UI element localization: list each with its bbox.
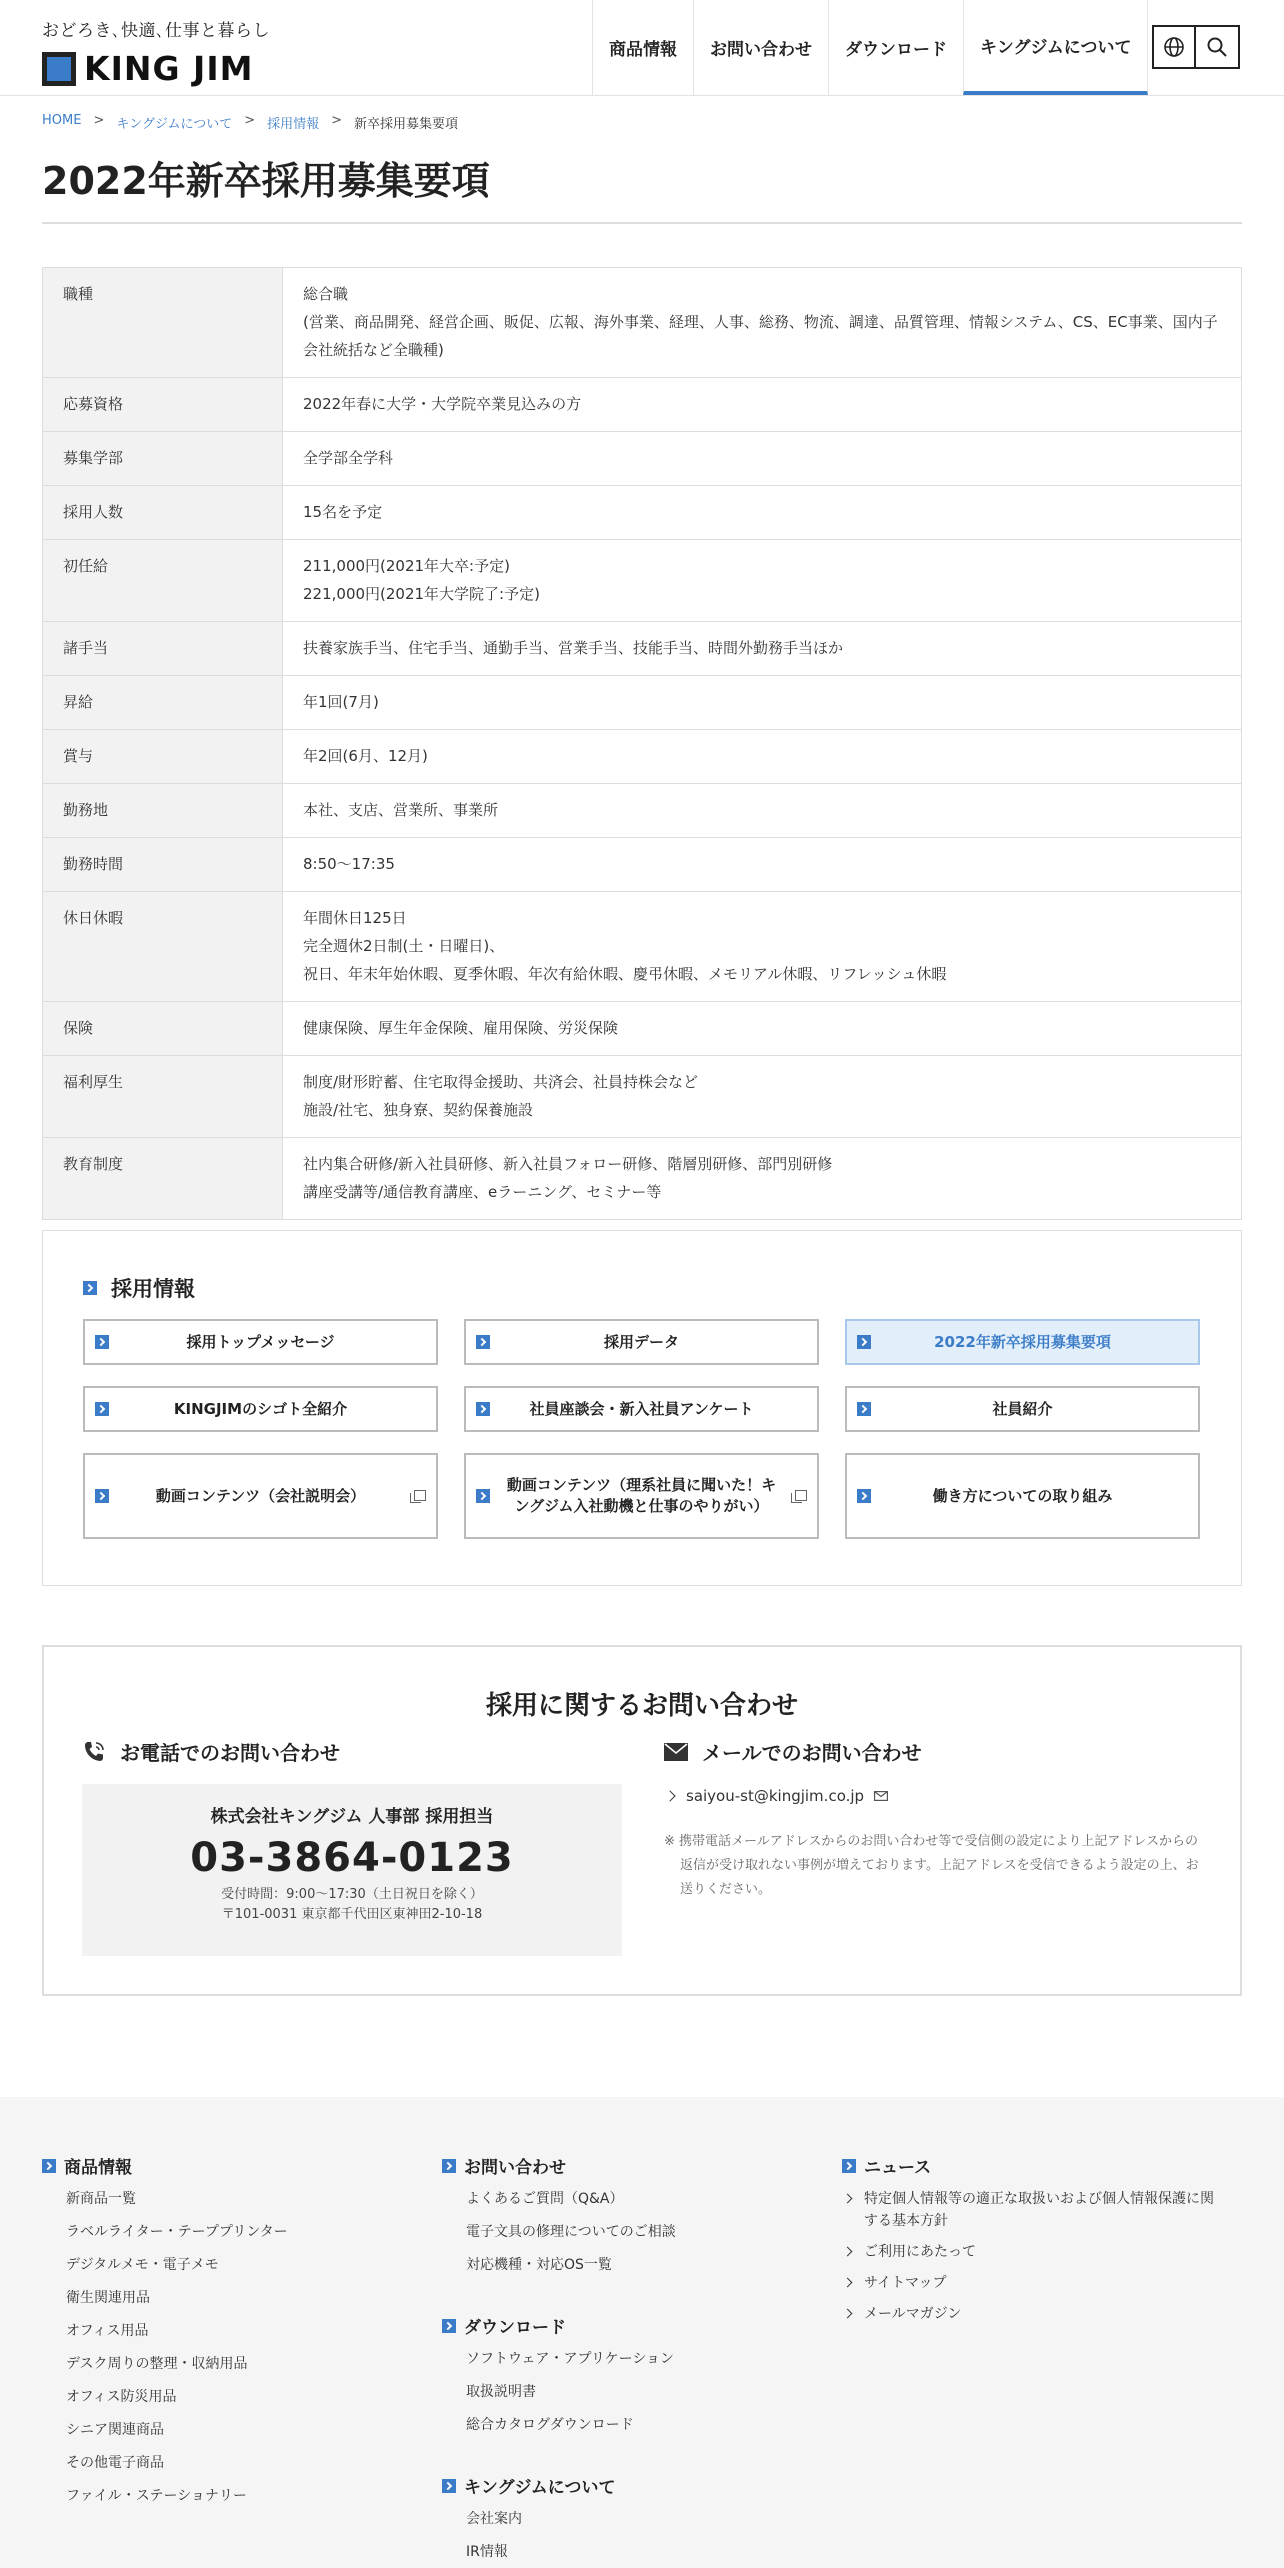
recruit-link-button[interactable] bbox=[83, 1386, 438, 1432]
chevron-square-icon bbox=[442, 2159, 456, 2173]
recruit-info-box bbox=[42, 1230, 1242, 1586]
recruit-link-button[interactable] bbox=[464, 1386, 819, 1432]
requirement-label: 保険 bbox=[43, 1002, 283, 1056]
recruit-link-label: 働き方についての取り組み bbox=[932, 1486, 1113, 1505]
contact-company: 株式会社キングジム 人事部 採用担当 bbox=[210, 1807, 494, 1827]
contact-address: 〒101-0031 東京都千代田区東神田2-10-18 bbox=[221, 1907, 483, 1922]
requirement-row bbox=[43, 784, 1242, 838]
email-link[interactable] bbox=[666, 1787, 888, 1805]
requirement-label: 勤務時間 bbox=[43, 838, 283, 892]
title-divider bbox=[42, 222, 1242, 224]
requirement-line: 健康保険、厚生年金保険、雇用保険、労災保険 bbox=[303, 1019, 619, 1037]
chevron-square-icon bbox=[842, 2159, 856, 2173]
language-button[interactable] bbox=[1152, 25, 1196, 69]
logo-tagline: おどろき､快適､仕事と暮らし bbox=[42, 21, 270, 41]
chevron-square-icon bbox=[476, 1489, 490, 1503]
footer-link[interactable]: 総合カタログダウンロード bbox=[466, 2417, 634, 2433]
recruit-link-button[interactable] bbox=[83, 1453, 438, 1539]
footer-inquiry-heading[interactable] bbox=[442, 2153, 676, 2178]
external-window-icon bbox=[414, 1490, 426, 1501]
mail-heading-text: メールでのお問い合わせ bbox=[702, 1741, 922, 1765]
page-title: 2022年新卒採用募集要項 bbox=[42, 159, 490, 203]
search-button[interactable] bbox=[1196, 25, 1240, 69]
requirement-line: 総合職 bbox=[303, 285, 349, 303]
requirement-value bbox=[283, 540, 1242, 622]
chevron-square-icon bbox=[95, 1402, 109, 1416]
requirement-line: 2022年春に大学・大学院卒業見込みの方 bbox=[303, 395, 582, 413]
requirement-line: 祝日、年末年始休暇、夏季休暇、年次有給休暇、慶弔休暇、メモリアル休暇、リフレッシュ休暇 bbox=[303, 965, 947, 983]
breadcrumb-separator: > bbox=[244, 113, 256, 128]
requirement-value bbox=[283, 1056, 1242, 1138]
requirement-line: 講座受講等/通信教育講座、eラーニング、セミナー等 bbox=[303, 1183, 662, 1201]
requirement-value bbox=[283, 838, 1242, 892]
footer-link[interactable]: 電子文具の修理についてのご相談 bbox=[466, 2224, 676, 2240]
phone-heading bbox=[82, 1737, 340, 1766]
nav-products[interactable]: 商品情報 bbox=[592, 0, 693, 95]
chevron-square-icon bbox=[476, 1335, 490, 1349]
recruit-link-button[interactable] bbox=[845, 1319, 1200, 1365]
requirement-line: 制度/財形貯蓄、住宅取得金援助、共済会、社員持株会など bbox=[303, 1073, 699, 1091]
footer-link[interactable]: 特定個人情報等の適正な取扱いおよび個人情報保護に関する基本方針 bbox=[842, 2188, 1222, 2232]
requirement-row bbox=[43, 892, 1242, 1002]
breadcrumb-separator: > bbox=[331, 113, 343, 128]
footer-news-list bbox=[842, 2188, 1222, 2325]
email-address: saiyou-st@kingjim.co.jp bbox=[686, 1787, 865, 1805]
mail-heading bbox=[664, 1737, 922, 1766]
footer-link[interactable]: デジタルメモ・電子メモ bbox=[66, 2257, 219, 2273]
footer-news-heading[interactable] bbox=[842, 2153, 1222, 2178]
footer-link[interactable]: シニア関連商品 bbox=[66, 2422, 164, 2438]
requirement-line: 全学部全学科 bbox=[303, 449, 394, 467]
recruit-link-label: 動画コンテンツ（理系社員に聞いた！キングジム入社動機と仕事のやりがい） bbox=[506, 1476, 777, 1515]
recruit-link-label: 動画コンテンツ（会社説明会） bbox=[155, 1486, 366, 1505]
requirement-line: 社内集合研修/新入社員研修、新入社員フォロー研修、階層別研修、部門別研修 bbox=[303, 1155, 833, 1173]
footer-link[interactable]: その他電子商品 bbox=[66, 2455, 164, 2471]
footer-heading-text: キングジムについて bbox=[464, 2478, 616, 2498]
recruit-link-label: KINGJIMのシゴト全紹介 bbox=[173, 1399, 348, 1418]
recruit-link-label: 社員座談会・新入社員アンケート bbox=[529, 1399, 754, 1418]
requirement-value bbox=[283, 268, 1242, 378]
footer-download-list bbox=[466, 2348, 674, 2436]
requirements-body bbox=[43, 268, 1242, 1220]
requirement-label: 勤務地 bbox=[43, 784, 283, 838]
footer-about-list bbox=[466, 2508, 615, 2563]
footer-download bbox=[442, 2313, 674, 2447]
requirement-line: 8:50～17:35 bbox=[303, 855, 395, 873]
requirement-line: 本社、支店、営業所、事業所 bbox=[303, 801, 499, 819]
requirement-row bbox=[43, 622, 1242, 676]
footer-about bbox=[442, 2473, 615, 2568]
chevron-square-icon bbox=[857, 1489, 871, 1503]
footer-link[interactable]: 会社案内 bbox=[466, 2511, 522, 2527]
footer-products-heading[interactable] bbox=[42, 2153, 288, 2178]
phone-heading-text: お電話でのお問い合わせ bbox=[120, 1741, 340, 1765]
footer-inquiry-list bbox=[466, 2188, 676, 2276]
footer-products bbox=[42, 2153, 288, 2518]
requirement-value bbox=[283, 622, 1242, 676]
requirement-value bbox=[283, 784, 1242, 838]
requirement-line: 完全週休2日制(土・日曜日)、 bbox=[303, 937, 505, 955]
requirement-label: 休日休暇 bbox=[43, 892, 283, 1002]
header-icons bbox=[1152, 25, 1240, 69]
requirement-line: 年1回(7月) bbox=[303, 693, 379, 711]
mail-small-icon bbox=[874, 1791, 888, 1801]
breadcrumb-recruit[interactable]: 採用情報 bbox=[267, 117, 320, 132]
requirement-label: 教育制度 bbox=[43, 1138, 283, 1220]
requirements-table bbox=[42, 267, 1242, 1220]
chevron-square-icon bbox=[857, 1335, 871, 1349]
contact-box bbox=[42, 1645, 1242, 1996]
chevron-square-icon bbox=[442, 2319, 456, 2333]
requirement-label: 採用人数 bbox=[43, 486, 283, 540]
recruit-link-button[interactable] bbox=[83, 1319, 438, 1365]
requirement-line: 年間休日125日 bbox=[303, 909, 407, 927]
requirement-value bbox=[283, 378, 1242, 432]
recruit-link-label: 採用トップメッセージ bbox=[186, 1332, 335, 1351]
footer-products-list bbox=[66, 2188, 288, 2507]
footer-link[interactable]: オフィス防災用品 bbox=[66, 2389, 177, 2405]
requirement-line: 211,000円(2021年大卒:予定) bbox=[303, 557, 510, 575]
requirement-line: 221,000円(2021年大学院了:予定) bbox=[303, 585, 540, 603]
requirement-row bbox=[43, 540, 1242, 622]
requirement-label: 職種 bbox=[43, 268, 283, 378]
search-icon bbox=[1206, 36, 1228, 58]
chevron-square-icon bbox=[95, 1335, 109, 1349]
recruit-link-button[interactable] bbox=[464, 1453, 819, 1539]
business-hours: 受付時間：9:00～17:30（土日祝日を除く） bbox=[221, 1887, 483, 1902]
footer-inquiry bbox=[442, 2153, 676, 2287]
requirement-label: 昇給 bbox=[43, 676, 283, 730]
brand bbox=[42, 49, 270, 88]
requirement-value bbox=[283, 1002, 1242, 1056]
recruit-link-button[interactable] bbox=[464, 1319, 819, 1365]
footer-link[interactable]: IR情報 bbox=[466, 2544, 508, 2560]
recruit-link-label: 2022年新卒採用募集要項 bbox=[934, 1332, 1111, 1351]
footer-download-heading[interactable] bbox=[442, 2313, 674, 2338]
footer-news bbox=[842, 2153, 1222, 2334]
footer-link[interactable]: ファイル・ステーショナリー bbox=[66, 2488, 247, 2504]
nav-inquiry[interactable]: お問い合わせ bbox=[693, 0, 828, 95]
requirement-value bbox=[283, 486, 1242, 540]
breadcrumb-separator: > bbox=[93, 113, 105, 128]
breadcrumb-home[interactable]: HOME bbox=[42, 113, 82, 128]
requirement-value bbox=[283, 432, 1242, 486]
footer-link[interactable]: メールマガジン bbox=[842, 2303, 1222, 2325]
recruit-link-label: 採用データ bbox=[603, 1332, 679, 1351]
footer-link[interactable]: サイトマップ bbox=[842, 2272, 1222, 2294]
breadcrumb bbox=[42, 113, 458, 132]
footer-link[interactable]: 対応機種・対応OS一覧 bbox=[466, 2257, 612, 2273]
chevron-square-icon bbox=[42, 2159, 56, 2173]
requirement-label: 福利厚生 bbox=[43, 1056, 283, 1138]
brand-mark-icon bbox=[42, 52, 76, 86]
requirement-row bbox=[43, 676, 1242, 730]
requirement-label: 賞与 bbox=[43, 730, 283, 784]
chevron-square-icon bbox=[442, 2479, 456, 2493]
requirement-line: (営業、商品開発、経営企画、販促、広報、海外事業、経理、人事、総務、物流、調達、品質管理、情報システム、CS、EC事業、国内子会社統括など全職種) bbox=[303, 313, 1218, 359]
site-footer bbox=[0, 2097, 1284, 2568]
requirement-row bbox=[43, 268, 1242, 378]
requirement-row bbox=[43, 1138, 1242, 1220]
footer-heading-text: 商品情報 bbox=[64, 2158, 132, 2178]
requirement-line: 扶養家族手当、住宅手当、通勤手当、営業手当、技能手当、時間外勤務手当ほか bbox=[303, 639, 844, 657]
footer-heading-text: ダウンロード bbox=[464, 2318, 566, 2338]
requirement-value bbox=[283, 730, 1242, 784]
requirement-line: 施設/社宅、独身寮、契約保養施設 bbox=[303, 1101, 534, 1119]
requirement-row bbox=[43, 486, 1242, 540]
site-logo[interactable] bbox=[42, 16, 270, 88]
footer-about-heading[interactable] bbox=[442, 2473, 615, 2498]
mail-icon bbox=[664, 1743, 688, 1761]
external-window-icon bbox=[795, 1490, 807, 1501]
requirement-value bbox=[283, 892, 1242, 1002]
phone-number[interactable]: 03-3864-0123 bbox=[190, 1835, 514, 1881]
recruit-link-label: 社員紹介 bbox=[992, 1399, 1053, 1418]
requirement-row bbox=[43, 1002, 1242, 1056]
chevron-square-icon bbox=[95, 1489, 109, 1503]
brand-name: KING JIM bbox=[84, 49, 254, 88]
nav-download[interactable]: ダウンロード bbox=[828, 0, 963, 95]
requirement-label: 諸手当 bbox=[43, 622, 283, 676]
recruit-link-button[interactable] bbox=[845, 1386, 1200, 1432]
chevron-right-icon bbox=[664, 1790, 675, 1801]
footer-link[interactable]: 衛生関連用品 bbox=[66, 2290, 150, 2306]
footer-link[interactable]: ラベルライター・テーププリンター bbox=[66, 2224, 288, 2240]
phone-icon bbox=[82, 1740, 106, 1764]
footer-link[interactable]: ご利用にあたって bbox=[842, 2241, 1222, 2263]
requirement-label: 初任給 bbox=[43, 540, 283, 622]
requirement-line: 15名を予定 bbox=[303, 503, 383, 521]
footer-link[interactable]: 取扱説明書 bbox=[466, 2384, 536, 2400]
chevron-square-icon bbox=[476, 1402, 490, 1416]
requirement-row bbox=[43, 730, 1242, 784]
breadcrumb-current: 新卒採用募集要項 bbox=[354, 117, 459, 132]
site-header bbox=[0, 0, 1284, 96]
requirement-label: 募集学部 bbox=[43, 432, 283, 486]
requirement-row bbox=[43, 378, 1242, 432]
contact-title: 採用に関するお問い合わせ bbox=[485, 1691, 798, 1721]
requirement-value bbox=[283, 1138, 1242, 1220]
recruit-info-heading bbox=[83, 1273, 195, 1303]
recruit-heading-text: 採用情報 bbox=[111, 1277, 195, 1301]
global-nav bbox=[592, 0, 1148, 95]
requirement-row bbox=[43, 1056, 1242, 1138]
globe-icon bbox=[1163, 36, 1185, 58]
chevron-square-icon bbox=[83, 1281, 97, 1295]
mail-note: ※ 携帯電話メールアドレスからのお問い合わせ等で受信側の設定により上記アドレスからの返信が受け取れない事例が増えております。上記アドレスを受信できるよう設定の上、お送りください。 bbox=[664, 1834, 1199, 1897]
requirement-row bbox=[43, 432, 1242, 486]
footer-link[interactable]: 新商品一覧 bbox=[66, 2191, 136, 2207]
nav-about[interactable]: キングジムについて bbox=[963, 0, 1148, 95]
footer-heading-text: ニュース bbox=[864, 2158, 932, 2178]
footer-link[interactable]: ソフトウェア・アプリケーション bbox=[466, 2351, 675, 2367]
footer-link[interactable]: デスク周りの整理・収納用品 bbox=[66, 2356, 248, 2372]
requirement-row bbox=[43, 838, 1242, 892]
footer-heading-text: お問い合わせ bbox=[464, 2158, 566, 2178]
requirement-label: 応募資格 bbox=[43, 378, 283, 432]
footer-link[interactable]: オフィス用品 bbox=[66, 2323, 149, 2339]
footer-link[interactable]: よくあるご質問（Q&A） bbox=[466, 2191, 624, 2207]
chevron-square-icon bbox=[857, 1402, 871, 1416]
breadcrumb-about[interactable]: キングジムについて bbox=[116, 117, 233, 132]
requirement-line: 年2回(6月、12月) bbox=[303, 747, 428, 765]
phone-card bbox=[82, 1784, 622, 1956]
recruit-link-button[interactable] bbox=[845, 1453, 1200, 1539]
requirement-value bbox=[283, 676, 1242, 730]
